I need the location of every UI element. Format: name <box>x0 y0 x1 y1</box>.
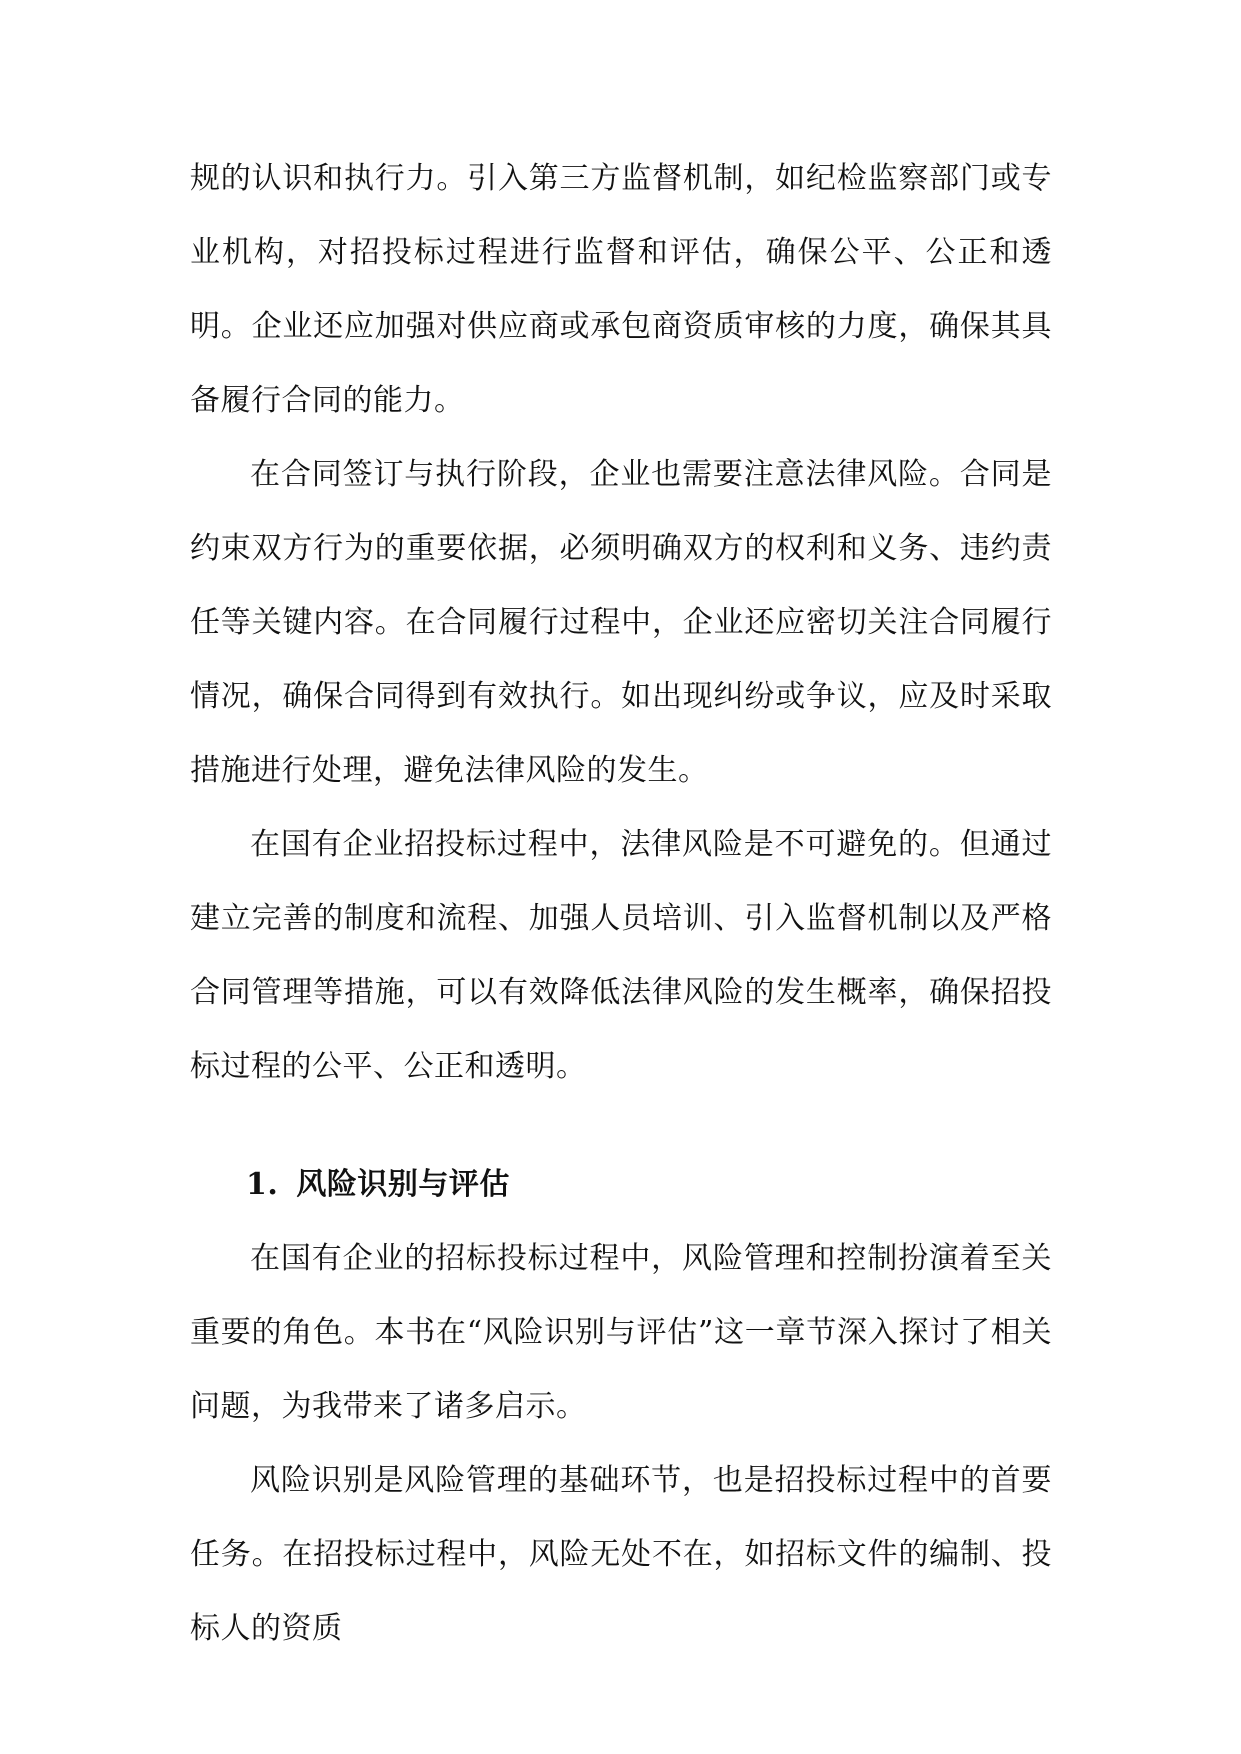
paragraph-risk-identification: 风险识别是风险管理的基础环节，也是招投标过程中的首要任务。在招投标过程中，风险无处不在，如招标文件的编制、投标人的资质 <box>190 1463 1052 1646</box>
paragraph-contract-risk: 在合同签订与执行阶段，企业也需要注意法律风险。合同是约束双方行为的重要依据，必须明确双方的权利和义务、违约责任等关键内容。在合同履行过程中，企业还应密切关注合同履行情况，确保合同得到有效执行。如出现纠纷或争议，应及时采取措施进行处理，避免法律风险的发生。 <box>190 457 1052 788</box>
paragraph-legal-risk-summary: 在国有企业招投标过程中，法律风险是不可避免的。但通过建立完善的制度和流程、加强人员培训、引入监督机制以及严格合同管理等措施，可以有效降低法律风险的发生概率，确保招投标过程的公平、公正和透明。 <box>190 827 1052 1084</box>
section-number: 1. <box>246 1167 279 1202</box>
document-body <box>190 142 1052 1666</box>
paragraph-continuation: 规的认识和执行力。引入第三方监督机制，如纪检监察部门或专业机构，对招投标过程进行监督和评估，确保公平、公正和透明。企业还应加强对供应商或承包商资质审核的力度，确保其具备履行合同的能力。 <box>190 161 1052 418</box>
section-heading <box>190 1148 1052 1222</box>
paragraph-risk-intro: 在国有企业的招标投标过程中，风险管理和控制扮演着至关重要的角色。本书在“风险识别与评估”这一章节深入探讨了相关问题，为我带来了诸多启示。 <box>190 1241 1052 1424</box>
section-title: 风险识别与评估 <box>296 1167 510 1202</box>
